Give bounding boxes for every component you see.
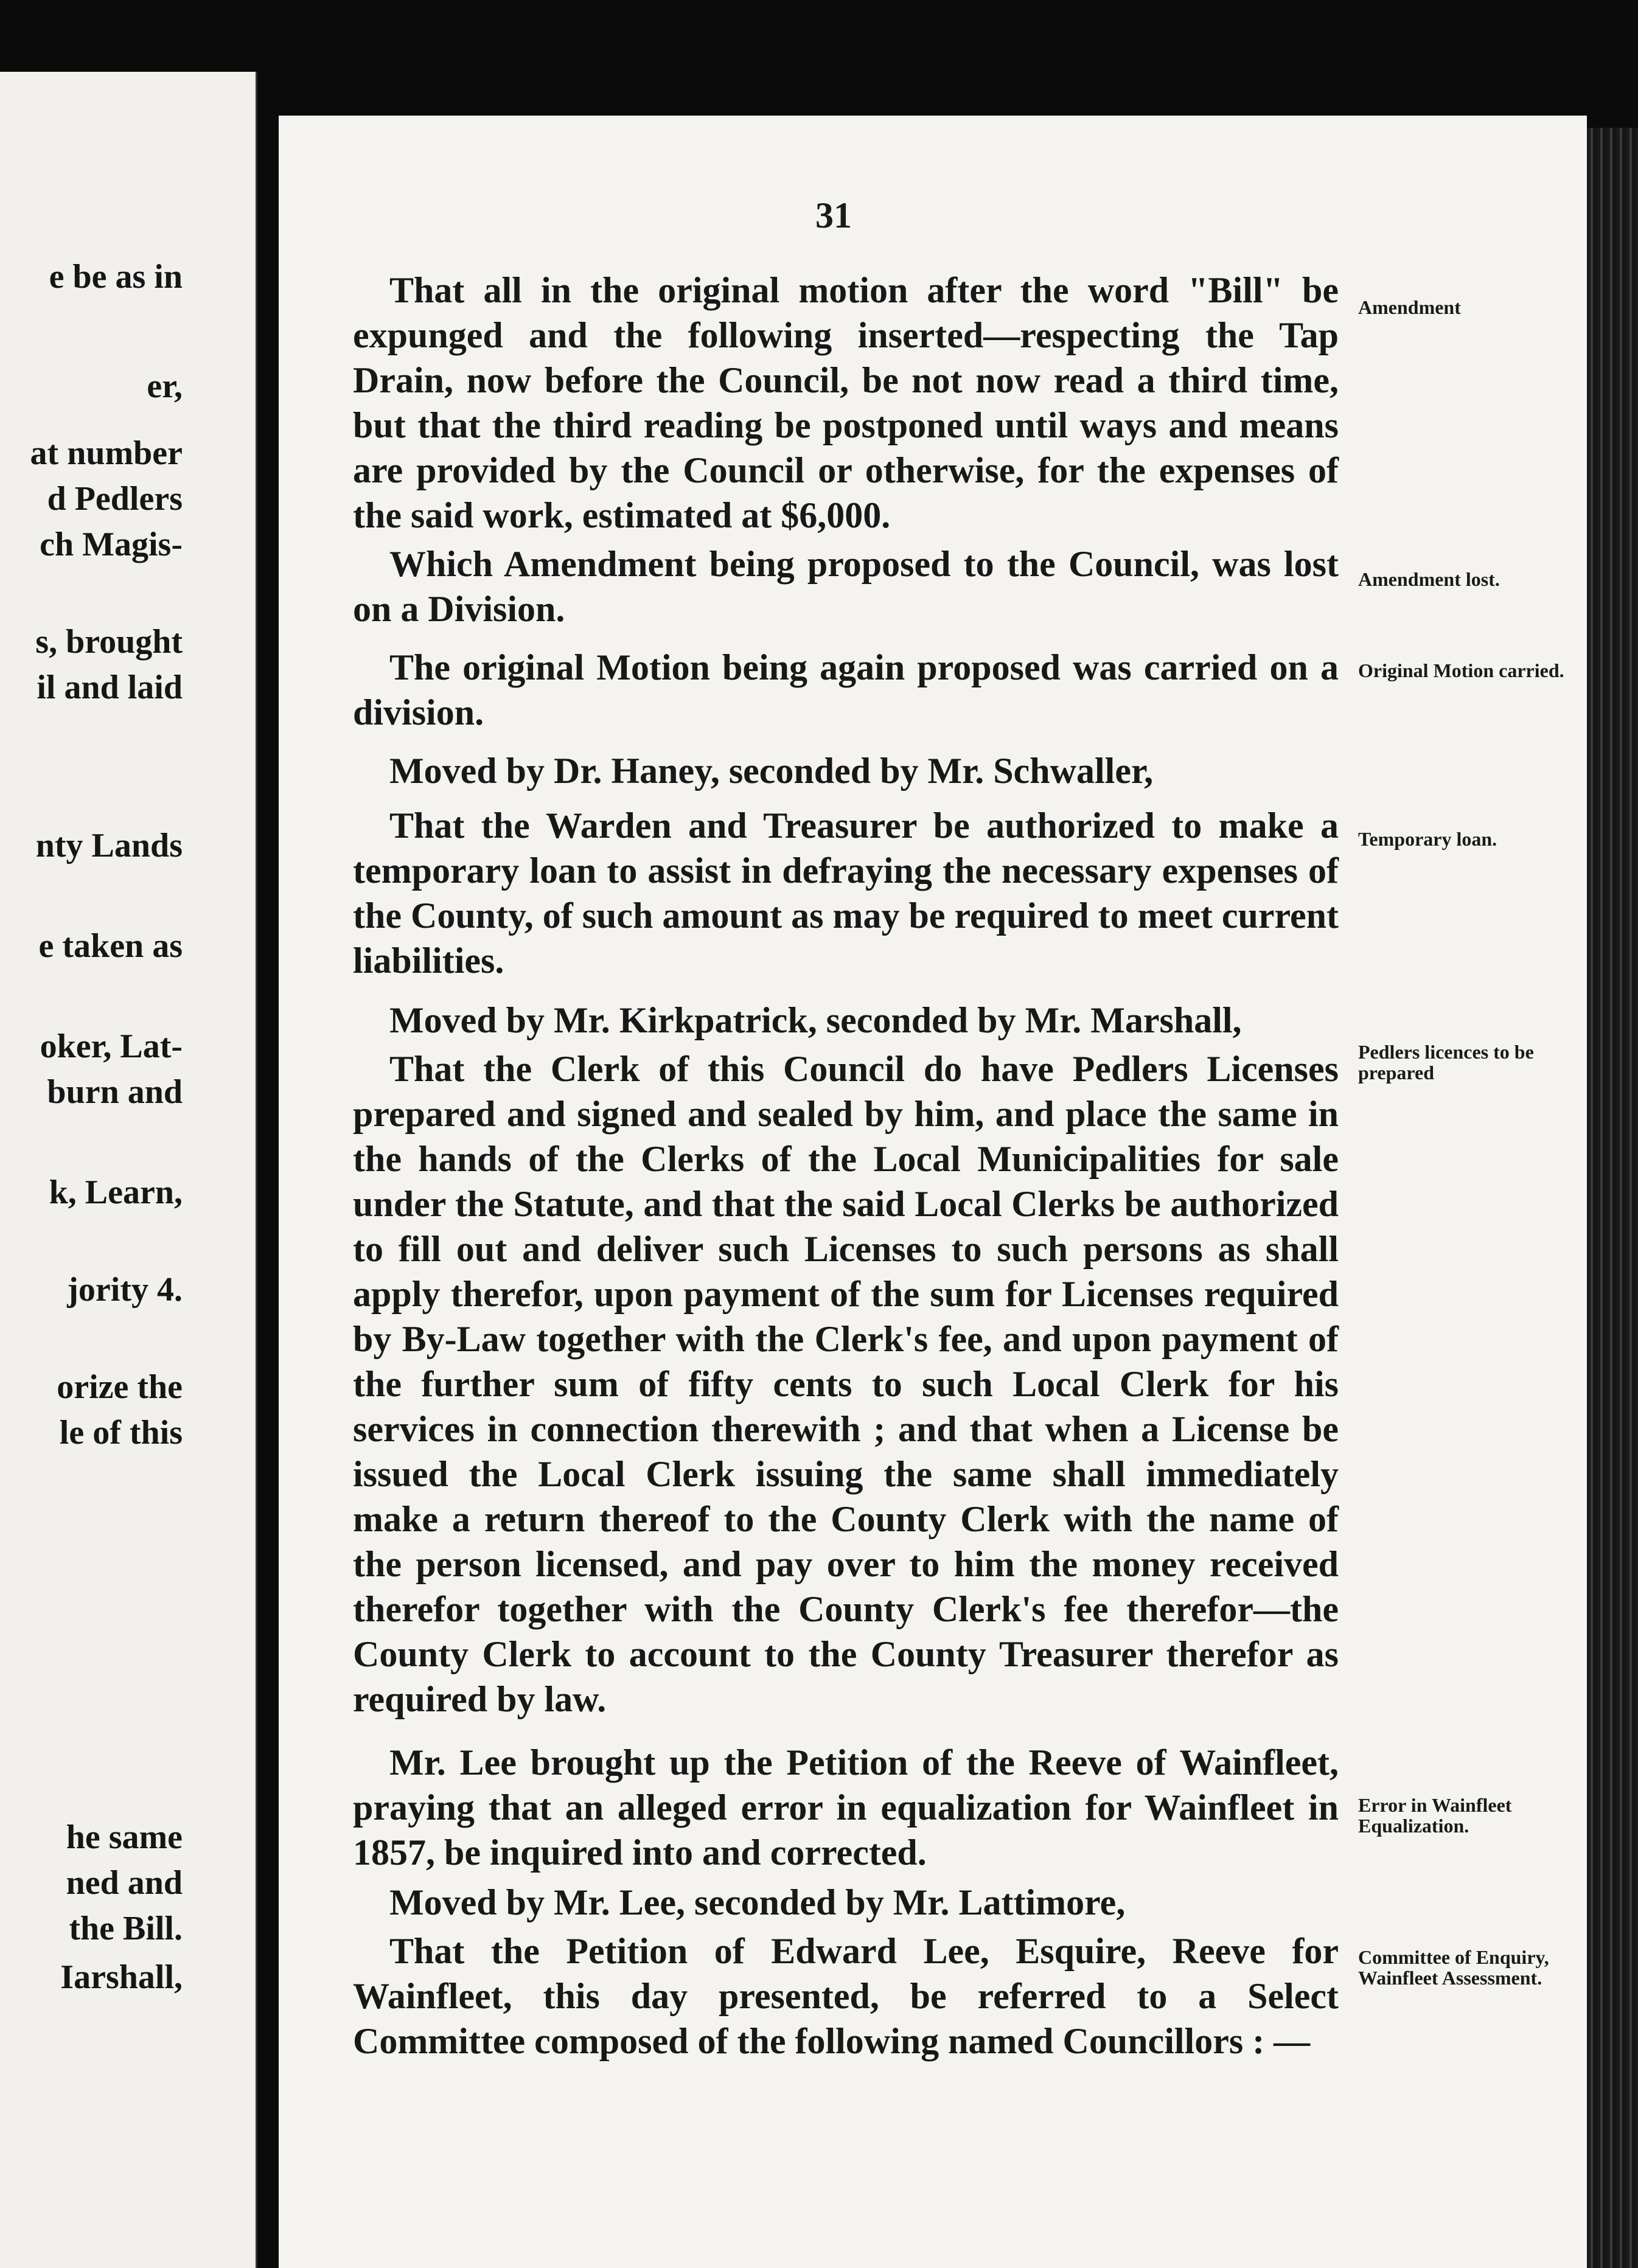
page-stack-edge (1587, 128, 1638, 2268)
left-page-line: d Pedlers (47, 480, 183, 518)
paragraph-amendment-lost: Which Amendment being proposed to the Council, was lost on a Division. (353, 544, 1339, 629)
left-page-line: s, brought (35, 623, 183, 661)
paragraph-moved-haney: Moved by Dr. Haney, seconded by Mr. Schwaller, (389, 751, 1154, 791)
left-page-line: orize the (57, 1368, 183, 1406)
paragraph-temporary-loan: That the Warden and Treasurer be authorized to make a temporary loan to assist in defraying the necessary expenses of the County, of such amount as may be required to meet current liabilities. (353, 805, 1339, 981)
margin-note-amendment-lost: Amendment lost. (1358, 568, 1500, 590)
left-page-line: ned and (66, 1864, 183, 1902)
left-page-line: nty Lands (35, 827, 183, 864)
margin-note-committee-enquiry: Committee of Enquiry, Wainfleet Assessment. (1358, 1946, 1549, 1989)
left-page-line: k, Learn, (49, 1174, 183, 1211)
margin-note-original-motion: Original Motion carried. (1358, 659, 1564, 681)
left-facing-page (0, 72, 257, 2268)
left-page-line: e taken as (38, 927, 183, 965)
left-page-line: oker, Lat- (40, 1028, 183, 1065)
left-page-line: Iarshall, (60, 1958, 183, 1996)
left-page-line: e be as in (49, 258, 183, 296)
margin-note-error-equalization: Error in Wainfleet Equalization. (1358, 1794, 1512, 1837)
paragraph-pedlers-licenses: That the Clerk of this Council do have Pedlers Licenses prepared and signed and sealed by him, and place the same in the hands of the Clerks of the Local Municipalities for sale under the Statute, and that the said Local Clerks be authorized to fill out and deliver such Licenses to such persons as shall apply therefor, upon payment of the sum for Licenses required by By-Law together with the Clerk's fee, and upon payment of the further sum of fifty cents to such Local Clerk for his services in connection therewith ; and that when a License be issued the Local Clerk issuing the same shall immediately make a return thereof to the County Clerk with the name of the person licensed, and pay over to him the money received therefor together with the County Clerk's fee therefor—the County Clerk to account to the County Treasurer therefor as required by law. (353, 1049, 1339, 1719)
margin-note-amendment: Amendment (1358, 296, 1461, 318)
paragraph-select-committee: That the Petition of Edward Lee, Esquire, Reeve for Wainfleet, this day presented, be referred to a Select Committee composed of the following named Councillors : — (353, 1931, 1339, 2061)
paragraph-moved-lee: Moved by Mr. Lee, seconded by Mr. Lattimore, (389, 1882, 1126, 1922)
margin-note-temporary-loan: Temporary loan. (1358, 828, 1497, 850)
left-page-line: le of this (59, 1414, 183, 1452)
left-page-line: jority 4. (67, 1271, 183, 1309)
paragraph-original-motion-carried: The original Motion being again proposed was carried on a division. (353, 647, 1339, 732)
left-page-line: er, (147, 367, 183, 405)
left-page-line: ch Magis- (40, 526, 183, 563)
margin-note-pedlers-licences: Pedlers licences to be prepared (1358, 1041, 1534, 1084)
left-page-line: he same (66, 1818, 183, 1856)
paragraph-moved-kirkpatrick: Moved by Mr. Kirkpatrick, seconded by Mr. Marshall, (389, 1000, 1242, 1040)
paragraph-petition-wainfleet: Mr. Lee brought up the Petition of the Reeve of Wainfleet, praying that an alleged error in equalization for Wainfleet in 1857, be inquired into and corrected. (353, 1742, 1339, 1873)
left-page-line: burn and (47, 1073, 183, 1111)
left-page-line: the Bill. (69, 1910, 183, 1947)
paragraph-amendment-text: That all in the original motion after the word "Bill" be expunged and the following inserted—respecting the Tap Drain, now before the Council, be not now read a third time, but that the third reading be postponed until ways and means are provided by the Council or otherwise, for the expenses of the said work, estimated at $6,000. (353, 270, 1339, 535)
left-page-line: il and laid (37, 669, 183, 706)
page-number: 31 (815, 195, 852, 235)
left-page-line: at number (30, 434, 183, 472)
